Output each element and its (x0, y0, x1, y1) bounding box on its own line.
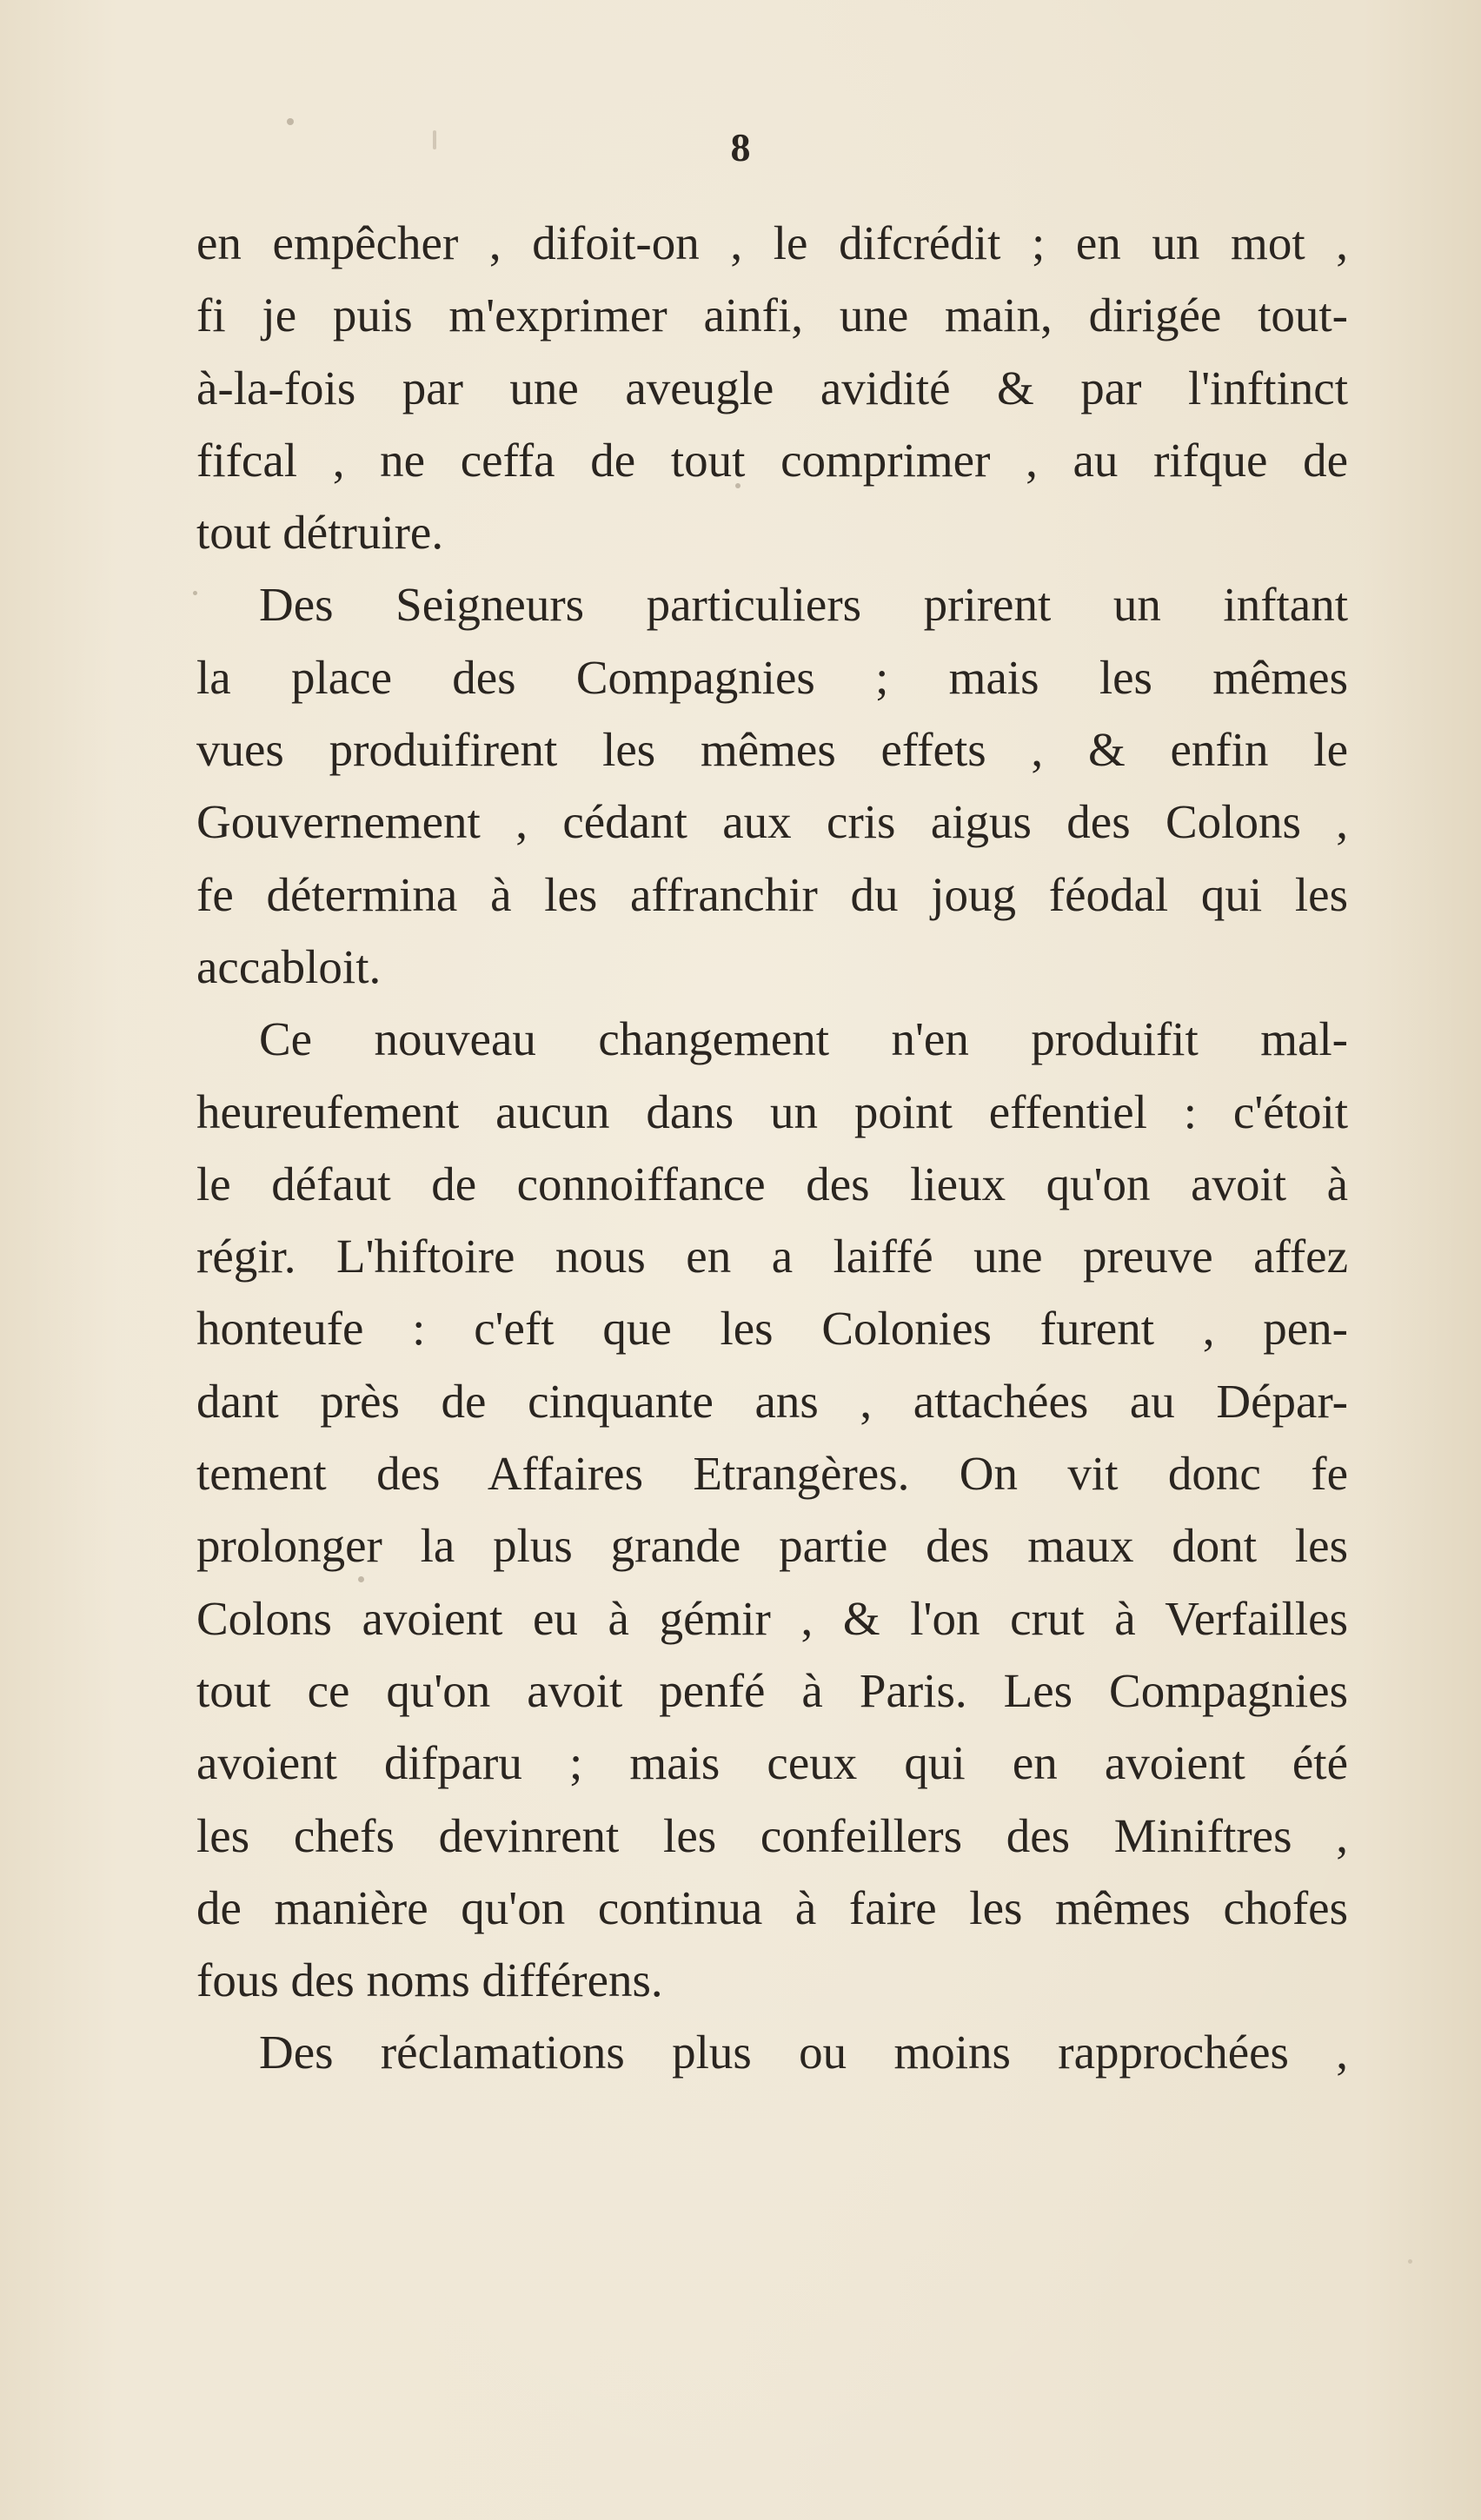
text-line: en empêcher , difoit-on , le difcrédit ; en un mot , (196, 216, 1348, 269)
text-line: accabloit. (196, 939, 382, 993)
text-line: régir. L'hiftoire nous en a laiffé une preuve affez (196, 1230, 1348, 1283)
text-line: honteufe : c'eft que les Colonies furent , pen- (196, 1302, 1348, 1356)
text-line: tout détruire. (196, 506, 444, 560)
foxing-spot (287, 118, 294, 125)
text-line: de manière qu'on continua à faire les mêmes chofes (196, 1880, 1348, 1934)
text-line: Des Seigneurs particuliers prirent un inftant (259, 578, 1348, 632)
page-number: 8 (730, 125, 751, 169)
text-line: Ce nouveau changement n'en produifit mal- (259, 1012, 1348, 1066)
text-line: tout ce qu'on avoit penfé à Paris. Les Compagnies (196, 1663, 1348, 1717)
text-line: à-la-fois par une aveugle avidité & par l'inftinct (196, 361, 1348, 414)
text-line: fous des noms différens. (196, 1953, 663, 2007)
text-line: fe détermina à les affranchir du joug féodal qui les (196, 867, 1348, 921)
text-line: avoient difparu ; mais ceux qui en avoient été (196, 1736, 1348, 1790)
text-line: le défaut de connoiffance des lieux qu'on avoit à (196, 1157, 1348, 1210)
text-line: fifcal , ne ceffa de tout comprimer , au rifque de (196, 433, 1348, 487)
text-line: heureufement aucun dans un point effentiel : c'étoit (196, 1084, 1348, 1138)
text-line: les chefs devinrent les confeillers des Miniftres , (196, 1808, 1348, 1862)
text-line: tement des Affaires Etrangères. On vit donc fe (196, 1447, 1348, 1501)
text-line: la place des Compagnies ; mais les mêmes (196, 650, 1348, 704)
text-line: Des réclamations plus ou moins rapprochées , (259, 2026, 1348, 2079)
text-line: Colons avoient eu à gémir , & l'on crut à Verfailles (196, 1591, 1348, 1645)
text-line: Gouvernement , cédant aux cris aigus des Colons , (196, 795, 1348, 849)
text-line: prolonger la plus grande partie des maux dont les (196, 1519, 1348, 1573)
text-line: vues produifirent les mêmes effets , & enfin le (196, 723, 1348, 777)
foxing-spot (1408, 2259, 1412, 2264)
text-line: dant près de cinquante ans , attachées au Dépar- (196, 1374, 1348, 1428)
body-text (196, 207, 1348, 2089)
text-line: fi je puis m'exprimer ainfi, une main, dirigée tout- (196, 288, 1348, 342)
